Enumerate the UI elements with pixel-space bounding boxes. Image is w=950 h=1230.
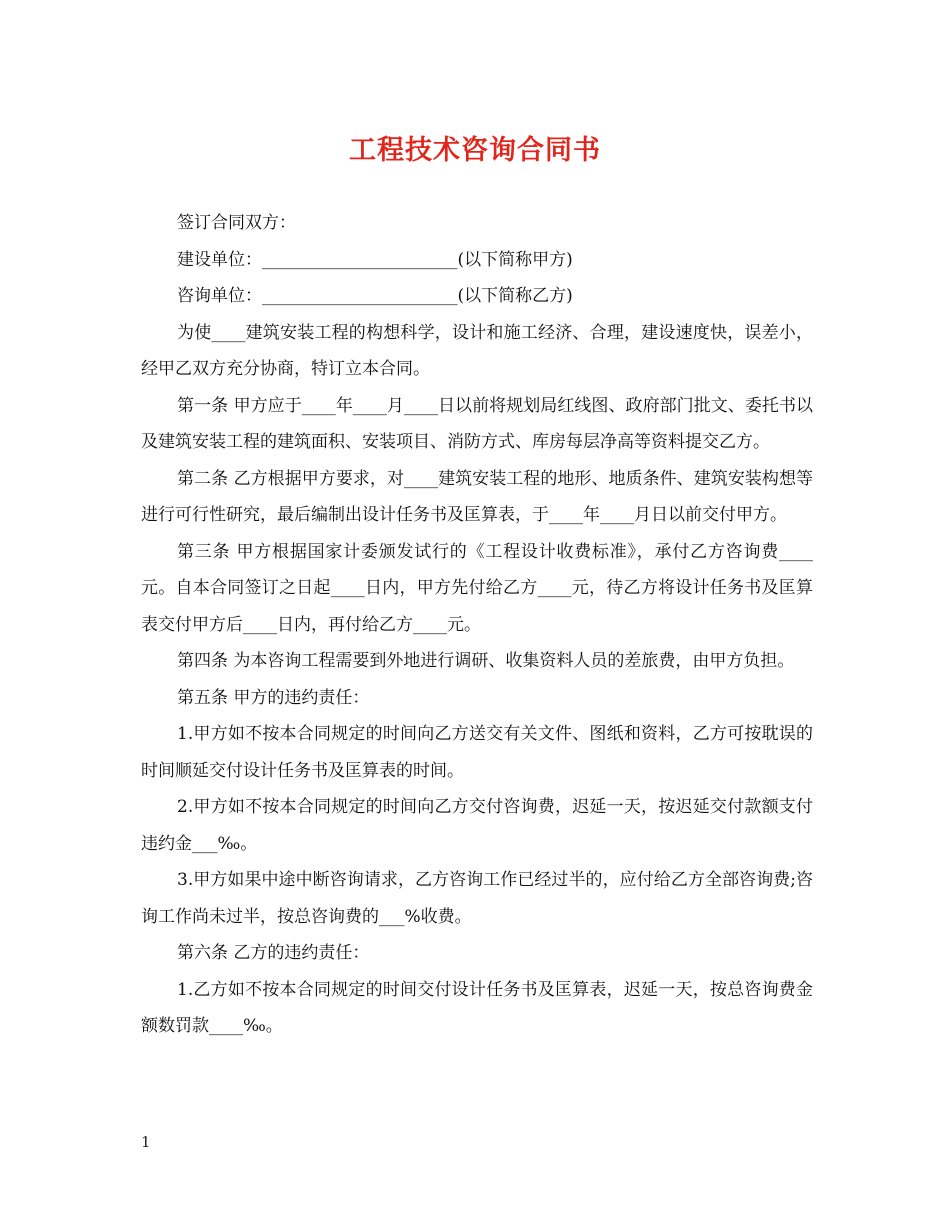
paragraph-article-5: 第五条 甲方的违约责任：	[177, 687, 370, 708]
paragraph-article-4: 第四条 为本咨询工程需要到外地进行调研、收集资料人员的差旅费，由甲方负担。	[177, 651, 795, 671]
paragraph-article-6: 第六条 乙方的违约责任：	[177, 943, 370, 963]
document-body	[141, 205, 813, 1045]
paragraph-article-5-item-3: 3.甲方如果中途中断咨询请求，乙方咨询工作已经过半的，应付给乙方全部咨询费;咨询工作尚未过半，按总咨询费的___%收费。	[141, 870, 813, 927]
paragraph-article-1: 第一条 甲方应于____年____月____日以前将规划局红线图、政府部门批文、委托书以及建筑安装工程的建筑面积、安装项目、消防方式、库房每层净高等资料提交乙方。	[141, 395, 813, 452]
paragraph-party-b: 咨询单位：_______________________(以下简称乙方)	[177, 286, 573, 306]
paragraph-party-a: 建设单位：_______________________(以下简称甲方)	[177, 249, 573, 270]
paragraph-article-3: 第三条 甲方根据国家计委颁发试行的《工程设计收费标准》，承付乙方咨询费____元。自本合同签订之日起____日内，甲方先付给乙方____元，待乙方将设计任务书及匡算表交付甲方后____日内，再付给乙方____元。	[141, 541, 813, 635]
paragraph-article-5-item-2: 2.甲方如不按本合同规定的时间向乙方交付咨询费，迟延一天，按迟延交付款额支付违约金___‰。	[141, 797, 813, 854]
paragraph-article-6-item-1: 1.乙方如不按本合同规定的时间交付设计任务书及匡算表，迟延一天，按总咨询费金额数罚款____‰。	[141, 979, 813, 1036]
page-number: 1	[141, 1133, 151, 1151]
paragraph-article-2: 第二条 乙方根据甲方要求，对____建筑安装工程的地形、地质条件、建筑安装构想等进行可行性研究，最后编制出设计任务书及匡算表，于____年____月日以前交付甲方。	[141, 468, 813, 525]
paragraph-article-5-item-1: 1.甲方如不按本合同规定的时间向乙方送交有关文件、图纸和资料，乙方可按耽误的时间顺延交付设计任务书及匡算表的时间。	[141, 724, 813, 781]
paragraph-preamble: 为使____建筑安装工程的构想科学，设计和施工经济、合理，建设速度快，误差小，经甲乙双方充分协商，特订立本合同。	[141, 322, 813, 379]
paragraph-parties: 签订合同双方：	[177, 213, 296, 233]
document-title: 工程技术咨询合同书	[349, 135, 601, 166]
